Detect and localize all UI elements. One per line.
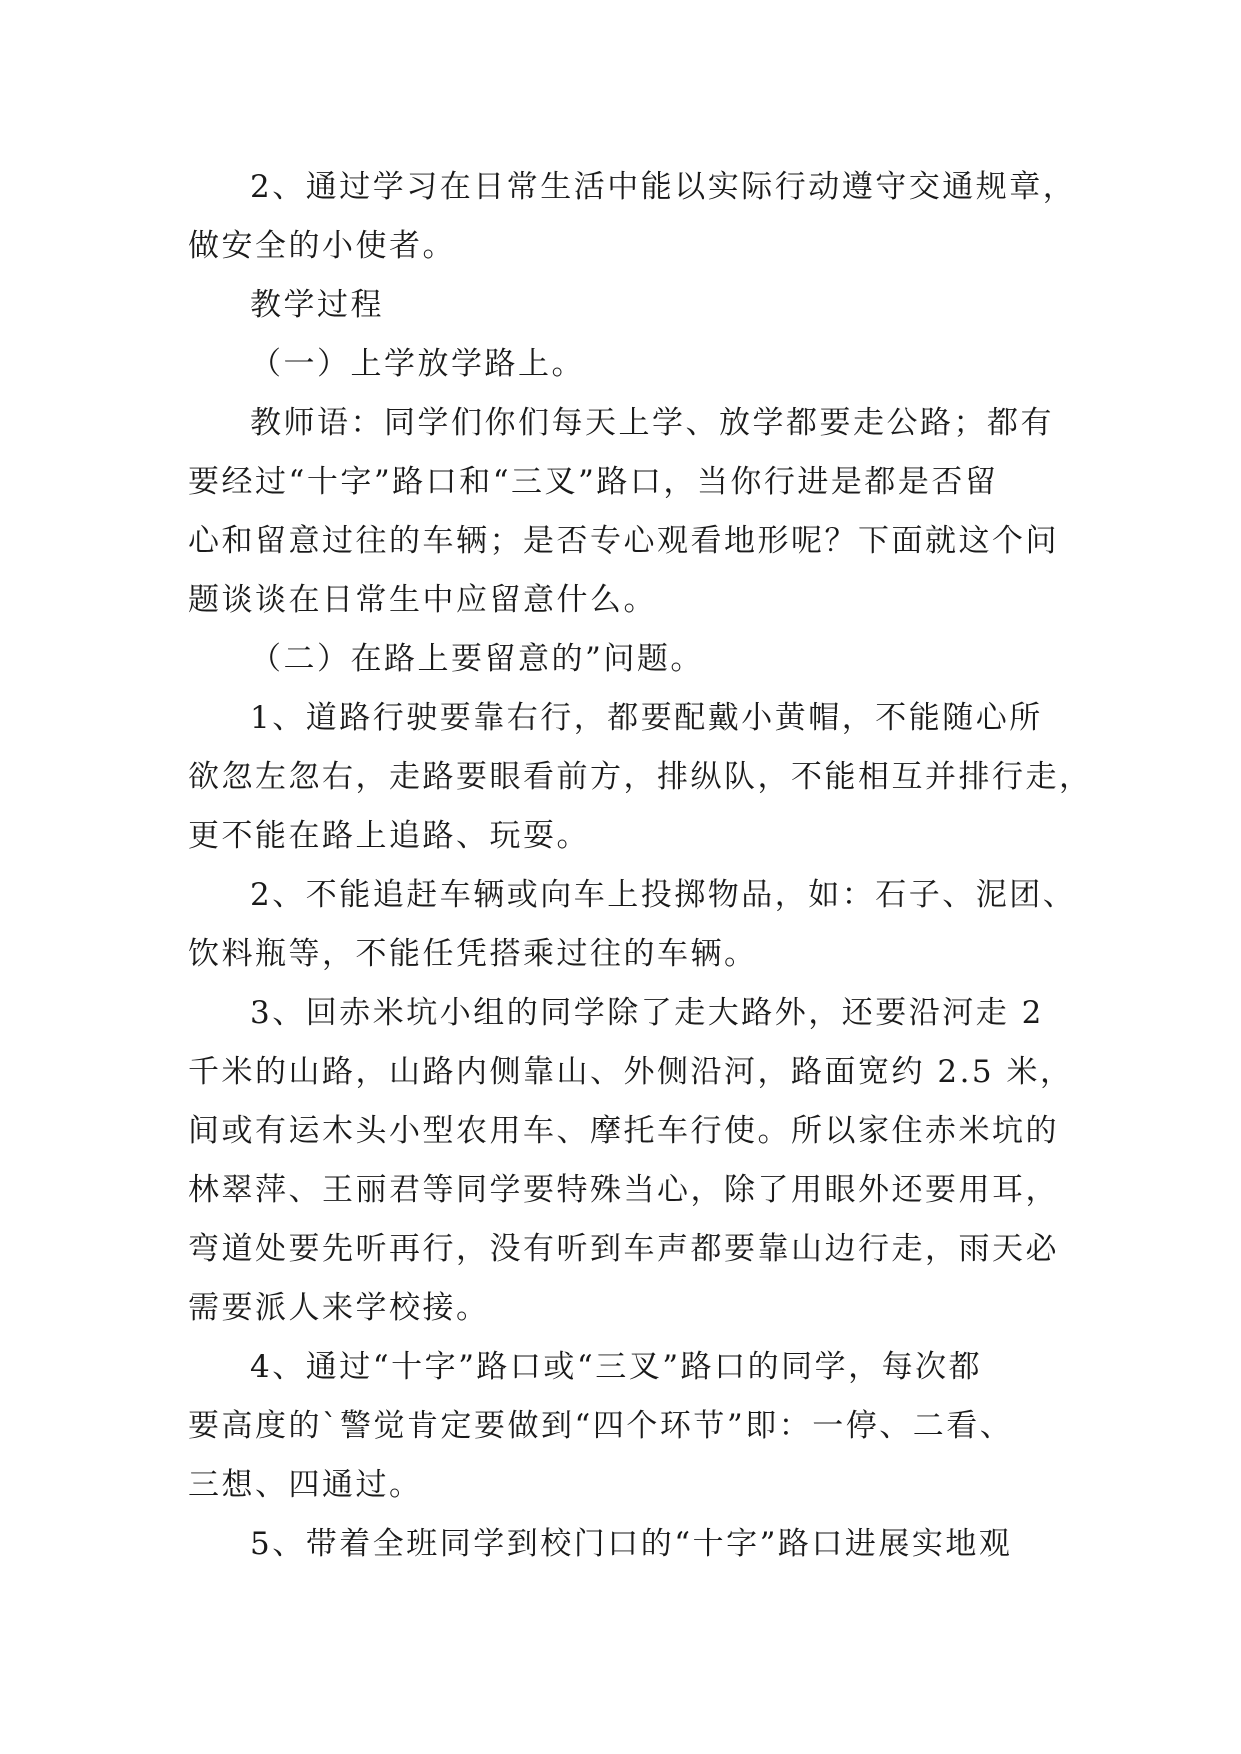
subsection-heading: （一）上学放学路上。 <box>250 346 585 382</box>
paragraph-line: 欲忽左忽右，走路要眼看前方，排纵队，不能相互并排行走， <box>188 759 1093 795</box>
paragraph-line: 三想、四通过。 <box>188 1467 423 1503</box>
paragraph-line: 3、回赤米坑小组的同学除了走大路外，还要沿河走 2 <box>250 995 1044 1031</box>
paragraph-line: 5、带着全班同学到校门口的“十字”路口进展实地观 <box>250 1526 1013 1562</box>
paragraph-line: 需要派人来学校接。 <box>188 1290 490 1326</box>
paragraph-line: 千米的山路，山路内侧靠山、外侧沿河，路面宽约 2.5 米， <box>188 1054 1074 1090</box>
paragraph-line: 教师语：同学们你们每天上学、放学都要走公路；都有 <box>250 405 1054 441</box>
paragraph-line: 林翠萍、王丽君等同学要特殊当心，除了用眼外还要用耳， <box>188 1172 1059 1208</box>
paragraph-line: 间或有运木头小型农用车、摩托车行使。所以家住赤米坑的 <box>188 1113 1059 1149</box>
paragraph-line: 做安全的小使者。 <box>188 228 456 264</box>
paragraph-line: 饮料瓶等，不能任凭搭乘过往的车辆。 <box>188 936 758 972</box>
paragraph-line: 1、道路行驶要靠右行，都要配戴小黄帽，不能随心所 <box>250 700 1043 736</box>
subsection-heading: （二）在路上要留意的”问题。 <box>250 641 704 677</box>
paragraph-line: 更不能在路上追路、玩耍。 <box>188 818 590 854</box>
paragraph-line: 要经过“十字”路口和“三叉”路口，当你行进是都是否留 <box>188 464 999 500</box>
document-body <box>188 158 1093 1574</box>
paragraph-line: 心和留意过往的车辆；是否专心观看地形呢？下面就这个问 <box>188 523 1059 559</box>
paragraph-line: 4、通过“十字”路口或“三叉”路口的同学，每次都 <box>250 1349 983 1385</box>
paragraph-line: 要高度的`警觉肯定要做到“四个环节”即：一停、二看、 <box>188 1408 1014 1444</box>
paragraph-line: 2、不能追赶车辆或向车上投掷物品，如：石子、泥团、 <box>250 877 1077 913</box>
section-heading: 教学过程 <box>250 287 384 323</box>
paragraph-line: 题谈谈在日常生中应留意什么。 <box>188 582 657 618</box>
paragraph-line: 弯道处要先听再行，没有听到车声都要靠山边行走，雨天必 <box>188 1231 1059 1267</box>
paragraph-line: 2、通过学习在日常生活中能以实际行动遵守交通规章， <box>250 169 1077 205</box>
